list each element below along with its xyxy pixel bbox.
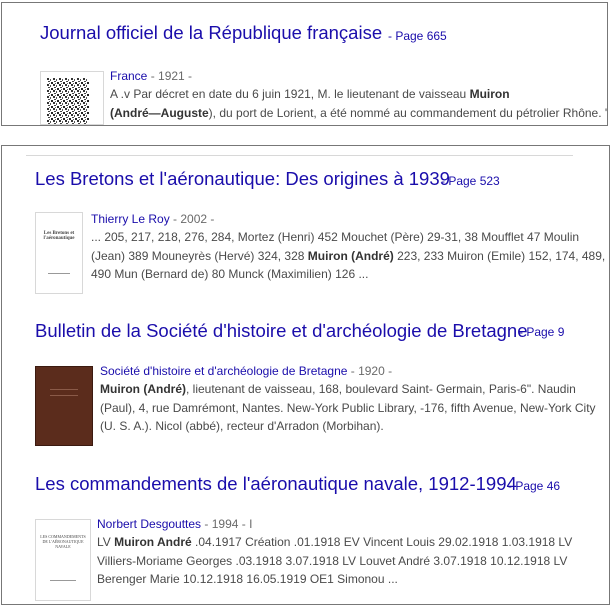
snippet-line — [97, 533, 602, 552]
cover-title: LES COMMANDEMENTS DE L'AÉRONAUTIQUE NAVALE — [40, 534, 86, 549]
snippet-text: Villiers-Moriame Georges .03.1918 3.07.1918 LV Louvet André 3.07.1918 10.12.1918 LV — [97, 553, 568, 568]
result-meta-2 — [91, 212, 214, 226]
highlighted-term: (André—Auguste — [110, 105, 209, 120]
cover-title: Les Bretons et l'aéronautique — [43, 231, 75, 241]
snippet-text: 223, 233 Muiron (Emile) 152, 174, 489, — [393, 248, 606, 263]
result-page-4[interactable]: - Page 46 — [508, 479, 561, 493]
result-title-1[interactable]: Journal officiel de la République française — [40, 22, 383, 43]
snippet-text: (Jean) 389 Mouneyrès (Hervé) 324, 328 — [91, 248, 308, 263]
scanned-page-icon — [41, 72, 103, 124]
result-page-2[interactable]: - Page 523 — [441, 174, 500, 188]
highlighted-term: Muiron (André) — [100, 382, 186, 396]
snippet-line — [97, 552, 602, 571]
result-page-3[interactable]: - Page 9 — [519, 325, 565, 339]
book-thumbnail-1[interactable] — [40, 71, 104, 125]
result-meta-3 — [100, 364, 392, 378]
snippet-text: A .v Par décret en date du 6 juin 1921, M. le lieutenant de vaisseau — [110, 87, 470, 101]
snippet-line — [110, 104, 608, 123]
highlighted-term: Muiron — [469, 87, 510, 101]
result-year-4: - 1994 - I — [201, 517, 253, 531]
snippet-text: ... 205, 217, 218, 276, 284, Mortez (Henri) 452 Mouchet (Père) 29-31, 38 Moufflet 47 Moulin — [91, 230, 580, 244]
snippet-text: 490 Mun (Bernard de) 80 Munck (Maximilien) 126 ... — [91, 267, 369, 281]
snippet-line — [91, 228, 601, 247]
snippet-line — [100, 380, 600, 399]
result-snippet-1 — [110, 85, 608, 122]
cover-line — [50, 580, 76, 581]
cover-line — [48, 273, 70, 274]
result-meta-1 — [110, 69, 192, 83]
cover-line — [50, 395, 78, 396]
snippet-text: (U. S. A.). Nicol (abbé), recteur d'Arradon (Morbihan). — [100, 419, 384, 433]
snippet-line — [110, 85, 604, 104]
snippet-text: LV — [97, 535, 115, 549]
divider — [26, 155, 573, 156]
result-snippet-2 — [91, 228, 606, 284]
snippet-text: .04.1917 Création .01.1918 EV Vincent Louis 29.02.1918 1.03.1918 LV — [191, 535, 573, 549]
result-source-3[interactable]: Société d'histoire et d'archéologie de Bretagne — [100, 364, 348, 378]
book-thumbnail-4[interactable] — [35, 519, 91, 601]
book-thumbnail-3[interactable] — [35, 366, 93, 446]
result-year-1: - 1921 - — [147, 69, 193, 83]
book-thumbnail-2[interactable] — [35, 212, 83, 294]
snippet-line — [100, 417, 600, 436]
result-source-4[interactable]: Norbert Desgouttes — [97, 517, 202, 531]
result-year-2: - 2002 - — [169, 212, 215, 226]
cover-line — [50, 389, 78, 390]
result-snippet-3 — [100, 380, 600, 436]
result-meta-4 — [97, 517, 252, 531]
snippet-line — [91, 247, 606, 266]
result-source-1[interactable]: France — [110, 69, 148, 83]
result-title-3[interactable]: Bulletin de la Société d'histoire et d'archéologie de Bretagne — [35, 320, 528, 341]
result-title-2[interactable]: Les Bretons et l'aéronautique: Des origines à 1939 — [35, 168, 450, 189]
highlighted-term: Muiron André — [114, 535, 192, 549]
result-year-3: - 1920 - — [347, 364, 393, 378]
snippet-text: Berenger Marie 10.12.1918 16.05.1919 OE1 Simonou ... — [97, 572, 398, 586]
result-page-1[interactable]: - Page 665 — [388, 29, 447, 43]
snippet-text: , lieutenant de vaisseau, 168, boulevard Saint- Germain, Paris-6". Naudin — [186, 382, 576, 396]
result-source-2[interactable]: Thierry Le Roy — [91, 212, 170, 226]
snippet-line — [97, 570, 602, 589]
result-snippet-4 — [97, 533, 602, 589]
highlighted-term: Muiron (André) — [307, 248, 394, 263]
snippet-line — [100, 399, 600, 418]
snippet-text: ), du port de Lorient, a été nommé au commandement du pétrolier Rhône. ' — [208, 105, 608, 120]
snippet-text: (Paul), 4, rue Damrémont, Nantes. New-York Public Library, -176, fifth Avenue, New-York City — [100, 400, 596, 415]
result-title-4[interactable]: Les commandements de l'aéronautique navale, 1912-1994 — [35, 473, 517, 494]
snippet-line — [91, 265, 601, 284]
